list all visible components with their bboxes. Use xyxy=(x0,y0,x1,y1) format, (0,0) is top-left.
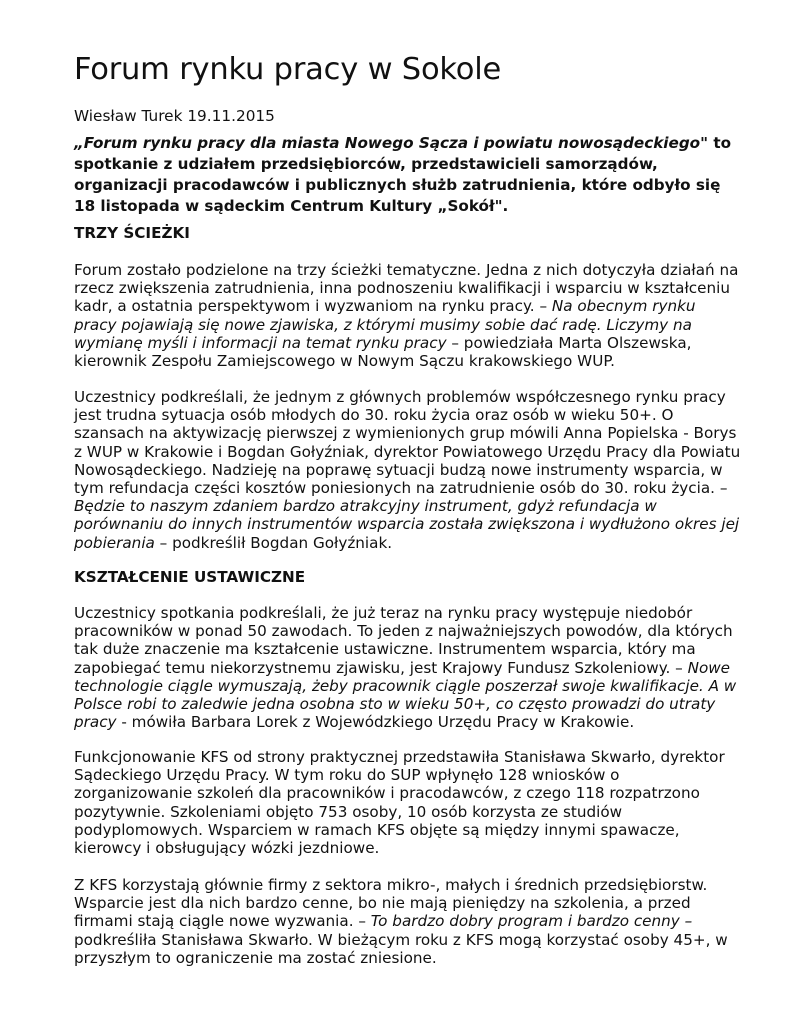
text-line xyxy=(74,297,764,315)
body-text: Forum zostało podzielone na trzy ścieżki tematyczne. Jedna z nich dotyczyła działań na xyxy=(74,261,739,279)
text-line xyxy=(74,334,764,352)
quote-text: pobierania xyxy=(74,533,155,552)
paragraph xyxy=(74,876,764,967)
body-text: z WUP w Krakowie i Bogdan Gołyźniak, dyrektor Powiatowego Urzędu Pracy dla Powiatu xyxy=(74,442,741,461)
text-line xyxy=(74,622,764,640)
text-line xyxy=(74,424,764,442)
lead-paragraph xyxy=(74,133,764,217)
paragraph xyxy=(74,261,764,370)
text-line xyxy=(74,695,764,713)
paragraph xyxy=(74,748,764,857)
text-line xyxy=(74,443,764,461)
body-text: pozytywnie. Szkoleniami objęto 753 osoby, 10 osób korzysta ze studiów xyxy=(74,802,623,821)
quote-text: pracy xyxy=(74,713,117,732)
text-line xyxy=(74,515,764,533)
text-line xyxy=(74,461,764,479)
text-line xyxy=(74,931,764,949)
body-text: podkreśliła Stanisława Skwarło. W bieżącym roku z KFS mogą korzystać osoby 45+, w xyxy=(74,930,728,949)
body-text: kadr, a ostatnia perspektywom i wyzwaniom na rynku pracy. – xyxy=(74,297,552,316)
body-text: organizacji pracodawców i publicznych służb zatrudnienia, które odbyło się xyxy=(74,176,721,194)
body-text: Nowosądeckiego. Nadzieję na poprawę sytuacji budzą nowe instrumenty wsparcia, w xyxy=(74,460,723,479)
quote-text: Na obecnym rynku xyxy=(551,297,696,316)
text-line xyxy=(74,677,764,695)
text-line xyxy=(74,949,764,967)
body-text: Uczestnicy podkreślali, że jednym z głównych problemów współczesnego rynku pracy xyxy=(74,388,726,406)
quote-text: porównaniu do innych instrumentów wsparcia została zwiększona i wydłużono okres jej xyxy=(74,515,740,534)
body-text: tak duże znaczenie ma kształcenie ustawiczne. Instrumentem wsparcia, który ma xyxy=(74,640,696,659)
body-text: 18 listopada w sądeckim Centrum Kultury „Sokół". xyxy=(74,197,509,215)
text-line xyxy=(74,894,764,912)
text-line xyxy=(74,133,764,154)
paragraph xyxy=(74,604,764,731)
body-text: zorganizowanie szkoleń dla pracowników i pracodawców, z czego 118 rozpatrzono xyxy=(74,784,700,803)
text-line xyxy=(74,154,764,175)
quote-text: „Forum rynku pracy dla miasta Nowego Sącza i powiatu nowosądeckiego xyxy=(74,134,701,152)
quote-text: wymianę myśli i informacji na temat rynku pracy xyxy=(74,333,447,352)
byline: Wiesław Turek 19.11.2015 xyxy=(74,107,275,125)
body-text: firmami stają ciągle nowe wyzwania. – xyxy=(74,912,371,931)
text-line xyxy=(74,604,764,622)
text-line xyxy=(74,316,764,334)
body-text: Wsparcie jest dla nich bardzo cenne, bo nie mają pieniędzy na szkolenia, a przed xyxy=(74,894,691,913)
text-line xyxy=(74,406,764,424)
body-text: spotkanie z udziałem przedsiębiorców, przedstawicieli samorządów, xyxy=(74,155,658,173)
quote-text: pracy pojawiają się nowe zjawiska, z którymi musimy sobie dać radę. Liczymy na xyxy=(74,315,692,334)
body-text: Z KFS korzystają głównie firmy z sektora mikro-, małych i średnich przedsiębiorstw. xyxy=(74,876,708,894)
text-line xyxy=(74,534,764,552)
body-text: podyplomowych. Wsparciem w ramach KFS objęte są między innymi spawacze, xyxy=(74,820,680,839)
text-line xyxy=(74,713,764,731)
text-line xyxy=(74,175,764,196)
text-line xyxy=(74,659,764,677)
body-text: szansach na aktywizację pierwszej z wymienionych grup mówili Anna Popielska - Borys xyxy=(74,424,737,443)
text-line xyxy=(74,479,764,497)
body-text: – powiedziała Marta Olszewska, xyxy=(446,333,692,352)
text-line xyxy=(74,766,764,784)
body-text: zapobiegać temu niekorzystnemu zjawisku, jest Krajowy Fundusz Szkoleniowy. – xyxy=(74,658,688,677)
text-line xyxy=(74,803,764,821)
body-text: Uczestnicy spotkania podkreślali, że już teraz na rynku pracy występuje niedobór xyxy=(74,604,693,622)
quote-text: Polsce robi to zaledwie jedna osobna sto w wieku 50+, co często prowadzi do utraty xyxy=(74,695,716,714)
text-line xyxy=(74,261,764,279)
paragraph xyxy=(74,388,764,552)
body-text: – podkreślił Bogdan Gołyźniak. xyxy=(154,533,393,552)
body-text: pracowników w ponad 50 zawodach. To jeden z najważniejszych powodów, dla których xyxy=(74,622,733,641)
text-line xyxy=(74,839,764,857)
body-text: rzecz zwiększenia zatrudnienia, inna podnoszeniu kwalifikacji i wsparciu w kształceniu xyxy=(74,279,730,298)
text-line xyxy=(74,497,764,515)
text-line xyxy=(74,640,764,658)
body-text: przyszłym to ograniczenie ma zostać zniesione. xyxy=(74,948,437,967)
quote-text: technologie ciągle wymuszają, żeby pracownik ciągle poszerzał swoje kwalifikacje. A w xyxy=(74,676,737,695)
text-line xyxy=(74,196,764,217)
quote-text: Będzie to naszym zdaniem bardzo atrakcyjny instrument, gdyż refundacja w xyxy=(74,497,657,516)
body-text: tym refundacja części kosztów poniesionych na zatrudnienie osób do 30. roku życia. – xyxy=(74,479,728,498)
text-line xyxy=(74,821,764,839)
text-line xyxy=(74,352,764,370)
body-text: Sądeckiego Urzędu Pracy. W tym roku do SUP wpłynęło 128 wniosków o xyxy=(74,766,620,785)
text-line xyxy=(74,912,764,930)
text-line xyxy=(74,748,764,766)
text-line xyxy=(74,388,764,406)
quote-text: To bardzo dobry program i bardzo cenny – xyxy=(370,912,693,931)
section-heading-trzy-sciezki: TRZY ŚCIEŻKI xyxy=(74,224,190,242)
quote-text: Nowe xyxy=(687,658,731,677)
text-line xyxy=(74,784,764,802)
body-text: " to xyxy=(700,134,732,152)
body-text: jest trudna sytuacja osób młodych do 30. roku życia oraz osób w wieku 50+. O xyxy=(74,406,674,425)
body-text: kierowcy i obsługujący wózki jezdniowe. xyxy=(74,839,380,858)
body-text: kierownik Zespołu Zamiejscowego w Nowym Sączu krakowskiego WUP. xyxy=(74,352,615,371)
text-line xyxy=(74,876,764,894)
section-heading-ksztalcenie-ustawiczne: KSZTAŁCENIE USTAWICZNE xyxy=(74,568,306,586)
text-line xyxy=(74,279,764,297)
page-title: Forum rynku pracy w Sokole xyxy=(74,52,502,87)
body-text: - mówiła Barbara Lorek z Wojewódzkiego Urzędu Pracy w Krakowie. xyxy=(116,713,635,732)
body-text: Funkcjonowanie KFS od strony praktycznej przedstawiła Stanisława Skwarło, dyrektor xyxy=(74,748,725,766)
